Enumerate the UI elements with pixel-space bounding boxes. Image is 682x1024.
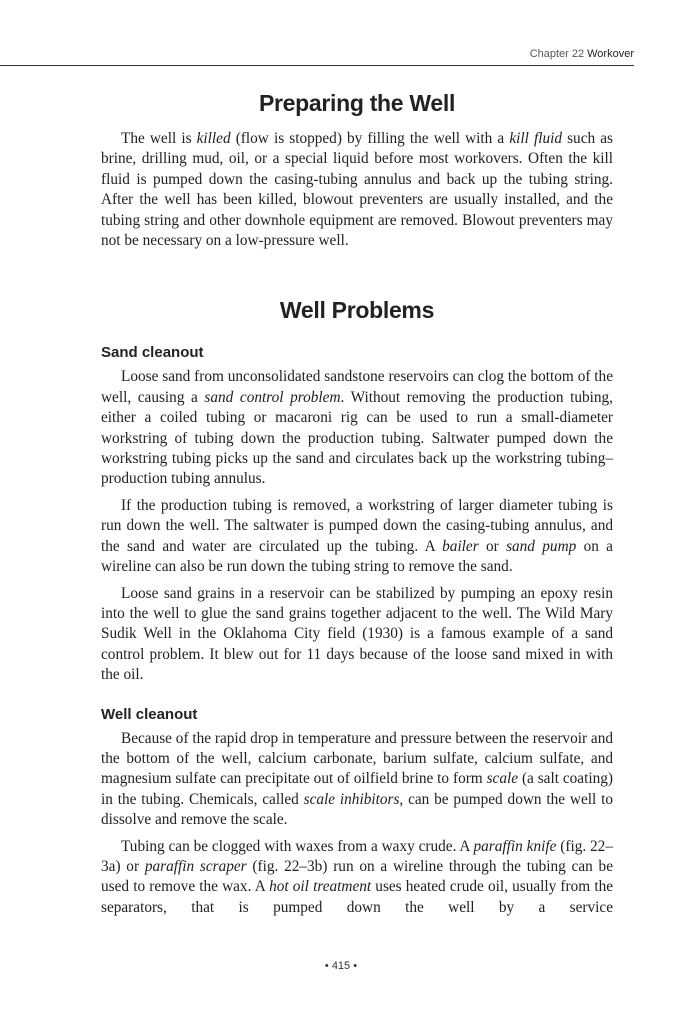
subheading-well-cleanout: Well cleanout (101, 705, 198, 723)
paragraph-sand-2: If the production tubing is removed, a workstring of larger diameter tubing is run down the well. The saltwater is pumped down the casing-tubing annulus, and the sand and water are circulated up the tubing. A bailer or sand pump on a wireline can also be run down the tubing string to remove the sand. (101, 496, 613, 576)
header-rule (0, 65, 634, 66)
paragraph-preparing-well: The well is killed (flow is stopped) by filling the well with a kill fluid such as brine, drilling mud, oil, or a special liquid before most workovers. Often the kill fluid is pumped down the casing-tubing annulus and back up the tubing string. After the well has been killed, blowout preventers are usually installed, and the tubing string and other downhole equipment are removed. Blowout preventers may not be necessary on a low-pressure well. (101, 130, 613, 250)
running-header (0, 48, 634, 60)
term-scale-inhibitors: scale inhibitors (303, 790, 400, 808)
term-killed: killed (196, 130, 231, 147)
term-paraffin-scraper: paraffin scraper (144, 857, 247, 875)
paragraph-sand-3: Loose sand grains in a reservoir can be stabilized by pumping an epoxy resin into the well to glue the sand grains together adjacent to the well. The Wild Mary Sudik Well in the Oklahoma City field (1930) is a famous example of a sand control problem. It blew out for 11 days because of the loose sand mixed in with the oil. (101, 584, 613, 684)
chapter-title: Workover (587, 48, 634, 60)
page-number: • 415 • (324, 960, 358, 972)
term-paraffin-knife: paraffin knife (473, 837, 557, 855)
page-body (101, 78, 613, 924)
paragraph-sand-1: Loose sand from unconsolidated sandstone reservoirs can clog the bottom of the well, causing a sand control problem. Without removing the production tubing, either a coiled tubing or macaroni rig can be used to run a small-diameter workstring of tubing down the production tubing. Saltwater pumped down the workstring tubing picks up the sand and circulates back up the workstring tubing–production tubing annulus. (101, 368, 613, 488)
term-scale: scale (486, 770, 519, 788)
term-sand-pump: sand pump (506, 537, 577, 555)
paragraph-well-2: Tubing can be clogged with waxes from a waxy crude. A paraffin knife (fig. 22–3a) or paraffin scraper (fig. 22–3b) run on a wireline through the tubing can be used to remove the wax. A hot oil treatment uses heated crude oil, usually from the separators, that is pumped down the well by a service (101, 837, 614, 916)
paragraph-well-1: Because of the rapid drop in temperature and pressure between the reservoir and the bottom of the well, calcium carbonate, barium sulfate, calcium sulfate, and magnesium sulfate can precipitate out of oilfield brine to form scale (a salt coating) in the tubing. Chemicals, called scale inhibitors, can be pumped down the well to dissolve and remove the scale. (101, 729, 613, 829)
term-kill-fluid: kill fluid (509, 130, 562, 147)
section-title-preparing-the-well: Preparing the Well (258, 90, 456, 116)
term-sand-control-problem: sand control problem (204, 388, 341, 406)
subheading-sand-cleanout: Sand cleanout (101, 344, 204, 362)
term-bailer: bailer (442, 537, 479, 555)
section-title-well-problems: Well Problems (279, 297, 435, 324)
term-hot-oil-treatment: hot oil treatment (269, 878, 372, 896)
chapter-label: Chapter 22 (529, 48, 585, 60)
